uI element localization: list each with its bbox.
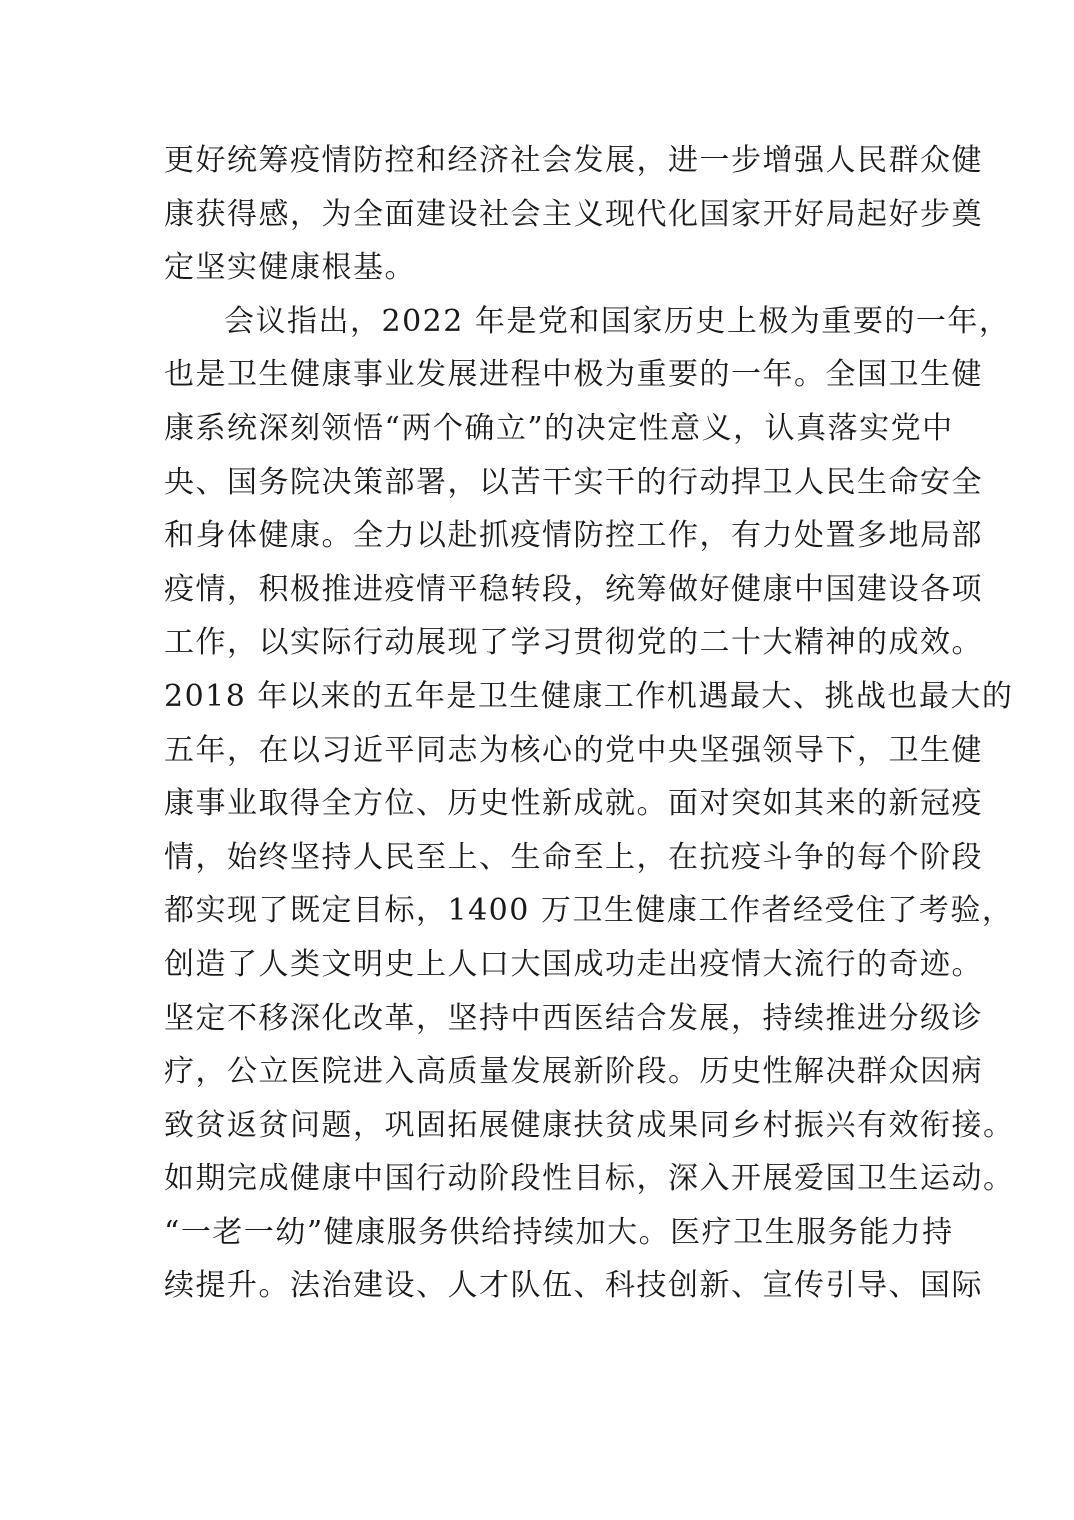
text-line: 疗，公立医院进入高质量发展新阶段。历史性解决群众因病 [164, 1054, 983, 1090]
text-line: 康获得感，为全面建设社会主义现代化国家开好局起好步奠 [164, 196, 983, 232]
text-line: 如期完成健康中国行动阶段性目标，深入开展爱国卫生运动。 [164, 1161, 1015, 1197]
text-line: 定坚实健康根基。 [164, 250, 416, 286]
text-line: 坚定不移深化改革，坚持中西医结合发展，持续推进分级诊 [164, 1000, 983, 1036]
text-line: 都实现了既定目标，1400 万卫生健康工作者经受住了考验， [164, 893, 1014, 929]
body-text [164, 134, 1015, 1313]
paragraph-start-line: 会议指出，2022 年是党和国家历史上极为重要的一年， [224, 303, 1011, 339]
text-line: 创造了人类文明史上人口大国成功走出疫情大流行的奇迹。 [164, 946, 983, 982]
text-line: 更好统筹疫情防控和经济社会发展，进一步增强人民群众健 [164, 143, 983, 178]
text-line: 工作，以实际行动展现了学习贯彻党的二十大精神的成效。 [164, 625, 983, 661]
text-line: 2018 年以来的五年是卫生健康工作机遇最大、挑战也最大的 [164, 678, 1014, 714]
text-line: 央、国务院决策部署，以苦干实干的行动捍卫人民生命安全 [164, 464, 983, 500]
text-line: 康系统深刻领悟“两个确立”的决定性意义，认真落实党中 [164, 410, 954, 446]
text-line: 五年，在以习近平同志为核心的党中央坚强领导下，卫生健 [164, 732, 983, 768]
text-line: 康事业取得全方位、历史性新成就。面对突如其来的新冠疫 [164, 786, 983, 822]
text-line: 也是卫生健康事业发展进程中极为重要的一年。全国卫生健 [164, 357, 983, 393]
text-line: “一老一幼”健康服务供给持续加大。医疗卫生服务能力持 [164, 1214, 954, 1250]
text-line: 和身体健康。全力以赴抓疫情防控工作，有力处置多地局部 [164, 518, 983, 554]
text-line: 疫情，积极推进疫情平稳转段，统筹做好健康中国建设各项 [164, 571, 983, 607]
text-line: 续提升。法治建设、人才队伍、科技创新、宣传引导、国际 [164, 1268, 983, 1304]
text-line: 致贫返贫问题，巩固拓展健康扶贫成果同乡村振兴有效衔接。 [164, 1107, 1015, 1143]
text-line: 情，始终坚持人民至上、生命至上，在抗疫斗争的每个阶段 [164, 839, 983, 875]
